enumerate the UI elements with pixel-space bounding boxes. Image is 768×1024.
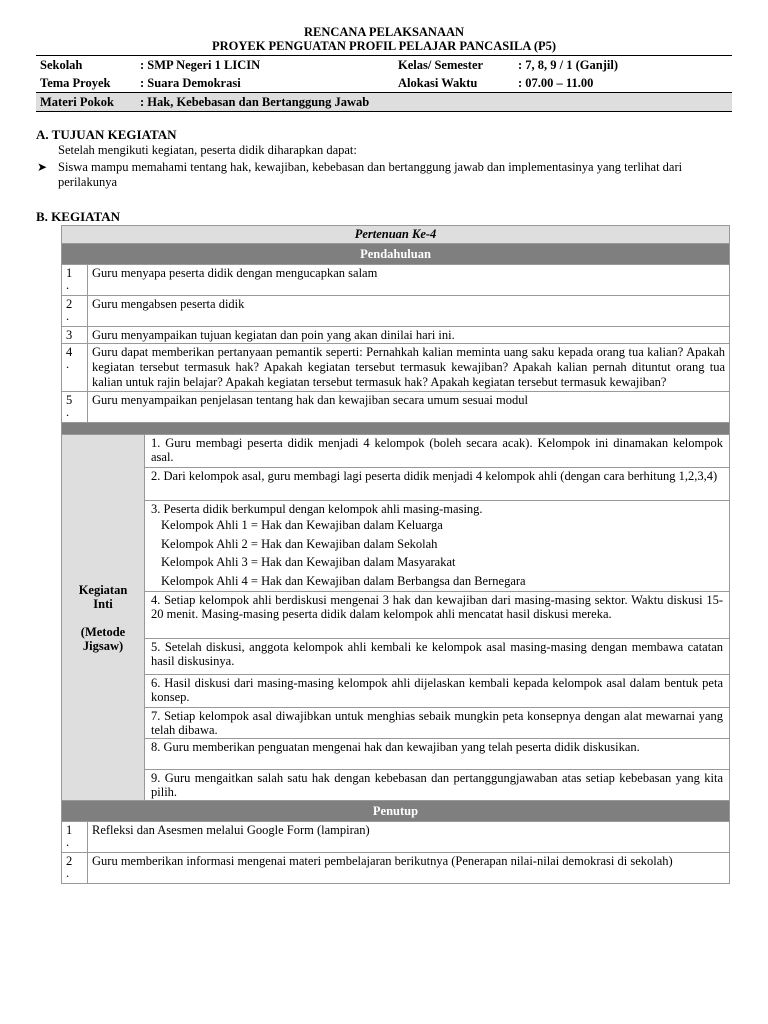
row-text: Guru mengabsen peserta didik (88, 296, 730, 327)
pendahuluan-row: 4 . Guru dapat memberikan pertanyaan pemantik seperti: Pernahkah kalian meminta uang saku kepada orang tua kalian? Apakah kegiatan tersebut termasuk hak? Apakah kegiatan tersebut termasuk kewajiban? Apakah kalian pernah dituntut orang tua kalian untuk rajin belajar? Apakah kegiatan tersebut termasuk hak? Apakah kegiatan tersebut termasuk kewajiban? (62, 344, 730, 392)
inti-row (62, 708, 730, 739)
sekolah-value: : SMP Negeri 1 LICIN (136, 56, 394, 75)
document-subtitle: PROYEK PENGUATAN PROFIL PELAJAR PANCASILA (P5) (211, 39, 557, 53)
alokasi-value: : 07.00 – 11.00 (514, 74, 732, 93)
inti-step: 2. Dari kelompok asal, guru membagi lagi peserta didik menjadi 4 kelompok ahli (dengan cara berhitung 1,2,3,4) (145, 468, 730, 501)
row-text: Guru dapat memberikan pertanyaan pemantik seperti: Pernahkah kalian meminta uang saku kepada orang tua kalian? Apakah kegiatan tersebut termasuk hak? Apakah kegiatan tersebut termasuk kewajiban? Apakah kalian pernah dituntut orang tua kalian untuk rajin belajar? Apakah kegiatan tersebut termasuk hak? Apakah kegiatan tersebut termasuk kewajiban? (88, 344, 730, 392)
pertemuan-header: Pertenuan Ke-4 (62, 226, 730, 244)
kelompok-ahli-4: Kelompok Ahli 4 = Hak dan Kewajiban dalam Berbangsa dan Bernegara (161, 573, 526, 588)
row-text: Guru menyapa peserta didik dengan mengucapkan salam (88, 265, 730, 296)
inti-step: 1. Guru membagi peserta didik menjadi 4 kelompok (boleh secara acak). Kelompok ini dinamakan kelompok asal. (145, 435, 730, 468)
row-number: 1 (66, 266, 73, 280)
inti-step: 9. Guru mengaitkan salah satu hak dengan kebebasan dan pertanggungjawaban atas setiap kebebasan yang kita pilih. (145, 770, 730, 801)
inti-row (62, 468, 730, 501)
section-a-intro: Setelah mengikuti kegiatan, peserta didik diharapkan dapat: (58, 143, 357, 157)
kelas-value: : 7, 8, 9 / 1 (Ganjil) (514, 56, 732, 75)
inti-step: 8. Guru memberikan penguatan mengenai hak dan kewajiban yang telah peserta didik diskusikan. (145, 739, 730, 770)
penutup-row: 1 . Refleksi dan Asesmen melalui Google Form (lampiran) (62, 822, 730, 853)
inti-row (62, 770, 730, 801)
materi-value: : Hak, Kebebasan dan Bertanggung Jawab (136, 93, 732, 112)
materi-label: Materi Pokok (36, 93, 136, 112)
kegiatan-inti-label: Kegiatan Inti (Metode Jigsaw) (62, 435, 145, 801)
section-a-bullet (36, 160, 732, 190)
penutup-header: Penutup (62, 801, 730, 822)
sekolah-label: Sekolah (36, 56, 136, 75)
row-number: 3 (66, 328, 73, 342)
inti-step: 5. Setelah diskusi, anggota kelompok ahli kembali ke kelompok asal masing-masing dengan membawa catatan hasil diskusinya. (145, 639, 730, 675)
penutup-row: 2 . Guru memberikan informasi mengenai materi pembelajaran berikutnya (Penerapan nilai-nilai demokrasi di sekolah) (62, 853, 730, 884)
inti-step: 3. Peserta didik berkumpul dengan kelompok ahli masing-masing. Kelompok Ahli 1 = Hak dan Kewajiban dalam Keluarga Kelompok Ahli 2 = Hak dan Kewajiban dalam Sekolah Kelompok Ahli 3 = Hak dan Kewajiban dalam Masyarakat Kelompok Ahli 4 = Hak dan Kewajiban dalam Berbangsa dan Bernegara (145, 501, 730, 592)
inti-step: 6. Hasil diskusi dari masing-masing kelompok ahli dijelaskan kembali kepada kelompok asal dalam bentuk peta konsep. (145, 675, 730, 708)
inti-row (62, 675, 730, 708)
kelompok-ahli-3: Kelompok Ahli 3 = Hak dan Kewajiban dalam Masyarakat (161, 555, 456, 569)
document-title: RENCANA PELAKSANAAN (303, 25, 465, 39)
row-number: 2 (66, 297, 73, 311)
row-number: 4 (66, 345, 73, 359)
inti-step: 7. Setiap kelompok asal diwajibkan untuk menghias sebaik mungkin peta konsepnya dengan alat mewarnai yang telah dibawa. (145, 708, 730, 739)
bullet-text: Siswa mampu memahami tentang hak, kewajiban, kebebasan dan bertanggung jawab dan implementasinya yang terlihat dari perilakunya (58, 160, 683, 189)
row-text: Guru menyampaikan tujuan kegiatan dan poin yang akan dinilai hari ini. (88, 327, 730, 344)
pendahuluan-row: 1 . Guru menyapa peserta didik dengan mengucapkan salam (62, 265, 730, 296)
kelas-label: Kelas/ Semester (394, 56, 514, 75)
inti-row (62, 639, 730, 675)
tema-value: : Suara Demokrasi (136, 74, 394, 93)
inti-step: 4. Setiap kelompok ahli berdiskusi mengenai 3 hak dan kewajiban dari masing-masing sektor. Waktu diskusi 15-20 menit. Masing-masing peserta didik dalam kelompok ahli mencatat hasil diskusi mereka. (145, 592, 730, 639)
pendahuluan-row (62, 327, 730, 344)
row-number: 2 (66, 854, 73, 868)
row-text: Guru menyampaikan penjelasan tentang hak dan kewajiban secara umum sesuai modul (88, 392, 730, 423)
info-table (36, 55, 732, 112)
kelompok-ahli-2: Kelompok Ahli 2 = Hak dan Kewajiban dalam Sekolah (161, 536, 438, 551)
section-b-heading: B. KEGIATAN (36, 209, 121, 224)
tema-label: Tema Proyek (36, 74, 136, 93)
alokasi-label: Alokasi Waktu (394, 74, 514, 93)
kelompok-ahli-1: Kelompok Ahli 1 = Hak dan Kewajiban dalam Keluarga (161, 518, 443, 532)
inti-row (62, 501, 730, 592)
section-a-heading: A. TUJUAN KEGIATAN (36, 127, 177, 142)
row-text: Guru memberikan informasi mengenai materi pembelajaran berikutnya (Penerapan nilai-nilai demokrasi di sekolah) (88, 853, 730, 884)
pendahuluan-row: 2 . Guru mengabsen peserta didik (62, 296, 730, 327)
kegiatan-table (61, 225, 730, 884)
inti-header-bar (62, 423, 730, 435)
row-number: 1 (66, 823, 73, 837)
row-text: Refleksi dan Asesmen melalui Google Form (lampiran) (88, 822, 730, 853)
inti-row (62, 435, 730, 468)
pendahuluan-row: 5 . Guru menyampaikan penjelasan tentang hak dan kewajiban secara umum sesuai modul (62, 392, 730, 423)
pendahuluan-header: Pendahuluan (62, 244, 730, 265)
row-number: 5 (66, 393, 73, 407)
arrow-bullet-icon: ➤ (37, 160, 48, 174)
inti-row (62, 739, 730, 770)
inti-row (62, 592, 730, 639)
